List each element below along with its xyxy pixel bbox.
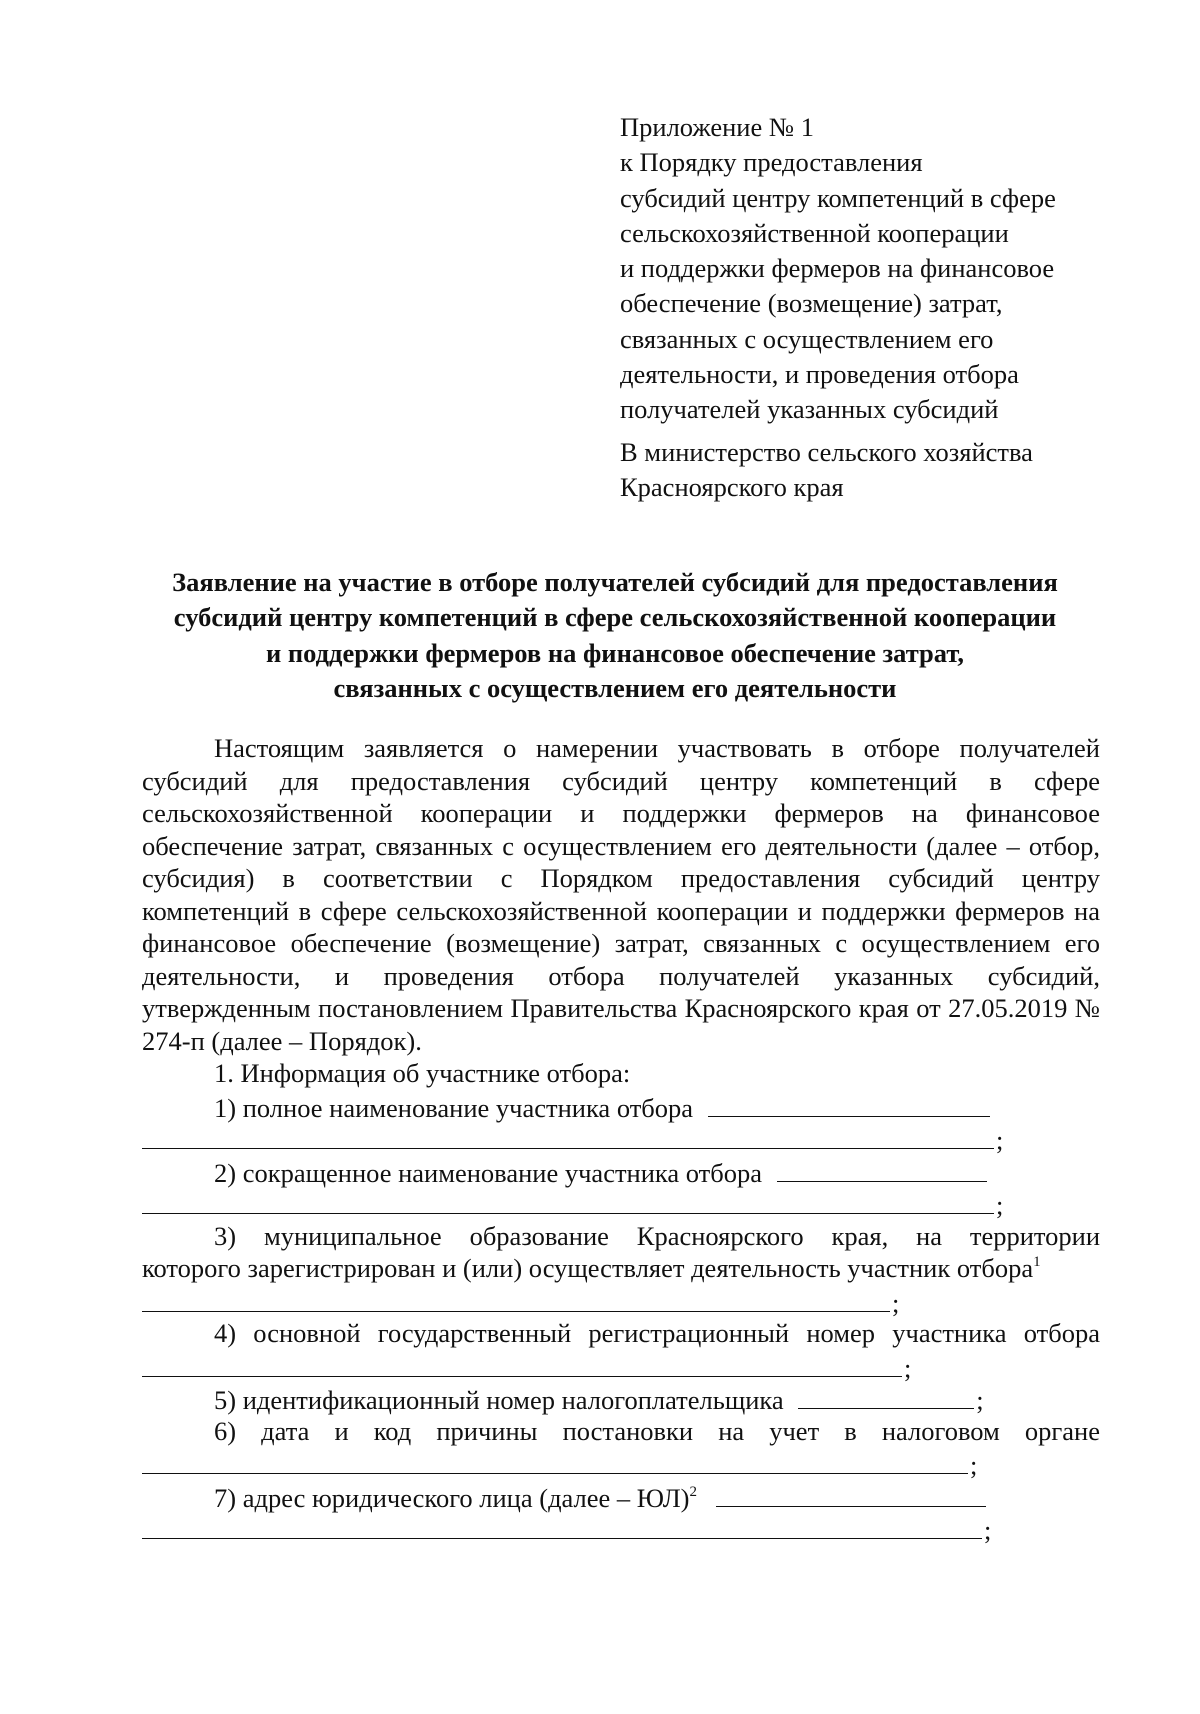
item-6-line bbox=[142, 1415, 1100, 1448]
short-name-input[interactable] bbox=[777, 1155, 987, 1182]
field-inn bbox=[142, 1382, 1100, 1415]
title-line: и поддержки фермеров на финансовое обеспечение затрат, bbox=[265, 637, 964, 668]
field-legal-address-cont bbox=[142, 1512, 1100, 1545]
item-3-label-cont: которого зарегистрирован и (или) осуществляет деятельность участник отбора bbox=[142, 1253, 1034, 1283]
semicolon: ; bbox=[892, 1287, 900, 1318]
section-heading bbox=[142, 1057, 1100, 1090]
item-3-line2 bbox=[142, 1252, 1100, 1285]
item-3-label: 3) муниципальное образование Красноярского края, на территории bbox=[214, 1220, 1100, 1251]
item-7-label: 7) адрес юридического лица (далее – ЮЛ) bbox=[214, 1482, 690, 1513]
item-5-label: 5) идентификационный номер налогоплательщика bbox=[214, 1385, 784, 1415]
appendix-line: деятельности, и проведения отбора bbox=[620, 359, 1019, 390]
semicolon: ; bbox=[976, 1385, 984, 1415]
title-line: субсидий центру компетенций в сфере сельскохозяйственной кооперации bbox=[173, 602, 1057, 633]
field-ogrn bbox=[142, 1350, 1100, 1383]
full-name-input-cont[interactable] bbox=[142, 1122, 994, 1149]
footnote-2-ref: 2 bbox=[689, 1483, 698, 1500]
short-name-input-cont[interactable] bbox=[142, 1187, 994, 1214]
recipient-line: Красноярского края bbox=[620, 472, 844, 503]
appendix-line: и поддержки фермеров на финансовое bbox=[620, 253, 1055, 284]
appendix-line: сельскохозяйственной кооперации bbox=[620, 217, 1009, 248]
appendix-line: получателей указанных субсидий bbox=[620, 394, 999, 425]
semicolon: ; bbox=[996, 1190, 1004, 1220]
field-short-name bbox=[142, 1155, 1100, 1188]
field-tax-registration bbox=[142, 1447, 1100, 1480]
field-municipality bbox=[142, 1285, 1100, 1318]
municipality-input[interactable] bbox=[142, 1285, 890, 1312]
ogrn-input[interactable] bbox=[142, 1350, 902, 1377]
document-body bbox=[142, 732, 1100, 1545]
section-1-label: 1. Информация об участнике отбора: bbox=[214, 1058, 631, 1088]
appendix-line: субсидий центру компетенций в сфере bbox=[620, 182, 1056, 213]
item-1-label: 1) полное наименование участника отбора bbox=[214, 1092, 694, 1123]
legal-address-input-cont[interactable] bbox=[142, 1512, 982, 1539]
document-title bbox=[140, 565, 1090, 706]
legal-address-input[interactable] bbox=[716, 1480, 986, 1507]
recipient-block bbox=[620, 435, 1140, 506]
semicolon: ; bbox=[904, 1352, 912, 1383]
field-legal-address bbox=[142, 1480, 1100, 1513]
semicolon: ; bbox=[984, 1515, 992, 1545]
tax-registration-input[interactable] bbox=[142, 1447, 968, 1474]
title-line: Заявление на участие в отборе получателей субсидий для предоставления bbox=[172, 567, 1058, 597]
recipient-line: В министерство сельского хозяйства bbox=[620, 437, 1033, 467]
field-full-name-cont bbox=[142, 1122, 1100, 1155]
item-4-label: 4) основной государственный регистрационный номер участника отбора bbox=[214, 1318, 1100, 1348]
appendix-block bbox=[620, 110, 1140, 428]
field-short-name-cont bbox=[142, 1187, 1100, 1220]
item-4-line bbox=[142, 1317, 1100, 1350]
item-6-label: 6) дата и код причины постановки на учет в налоговом органе bbox=[214, 1415, 1100, 1446]
title-line: связанных с осуществлением его деятельности bbox=[333, 672, 897, 703]
footnote-1-ref: 1 bbox=[1033, 1254, 1041, 1270]
semicolon: ; bbox=[970, 1450, 978, 1480]
appendix-line: связанных с осуществлением его bbox=[620, 323, 994, 354]
full-name-input[interactable] bbox=[708, 1090, 990, 1117]
item-3-line1 bbox=[142, 1220, 1100, 1253]
field-full-name bbox=[142, 1090, 1100, 1123]
appendix-line: к Порядку предоставления bbox=[620, 147, 923, 178]
appendix-line: Приложение № 1 bbox=[620, 112, 815, 142]
item-2-label: 2) сокращенное наименование участника отбора bbox=[214, 1157, 762, 1188]
inn-input[interactable] bbox=[798, 1382, 974, 1409]
appendix-line: обеспечение (возмещение) затрат, bbox=[620, 288, 1003, 319]
semicolon: ; bbox=[996, 1125, 1004, 1155]
intro-paragraph: Настоящим заявляется о намерении участвовать в отборе получателей субсидий для предоставления субсидий центру компетенций в сфере сельскохозяйственной кооперации и поддержки фермеров на финансовое обеспечение затрат, связанных с осуществлением его деятельности (далее – отбор, субсидия) в соответствии с Порядком предоставления субсидий центру компетенций в сфере сельскохозяйственной кооперации и поддержки фермеров на финансовое обеспечение (возмещение) затрат, связанных с осуществлением его деятельности, и проведения отбора получателей указанных субсидий, утвержденным постановлением Правительства Красноярского края от 27.05.2019 № 274-п (далее – Порядок). bbox=[142, 733, 1100, 1056]
